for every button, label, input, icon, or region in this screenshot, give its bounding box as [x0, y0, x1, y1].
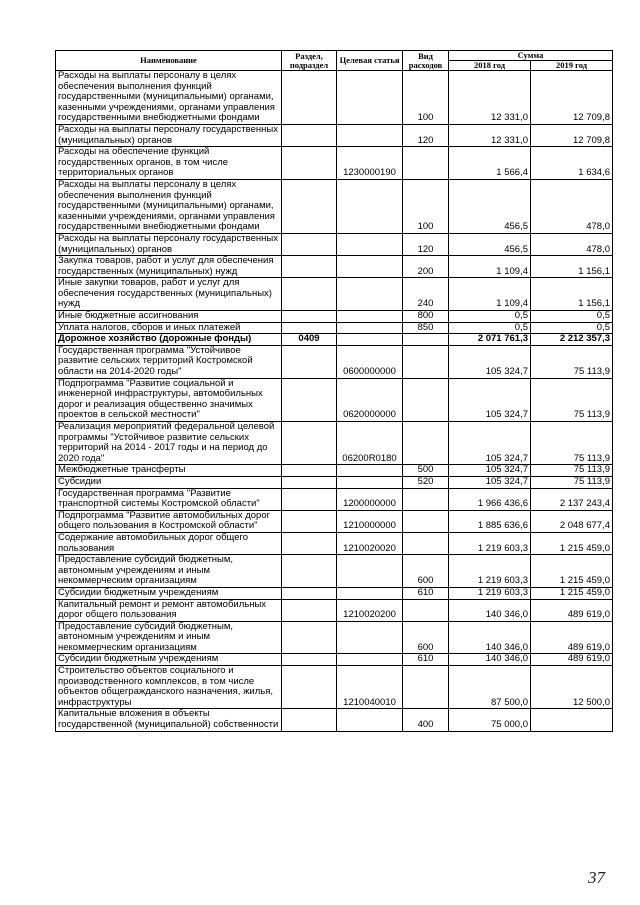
row-sum-2018: 1 966 436,6 — [449, 488, 531, 510]
table-row — [56, 476, 613, 488]
row-type: 520 — [403, 476, 449, 488]
row-sum-2019: 1 156,1 — [531, 256, 613, 278]
row-target — [337, 322, 403, 334]
row-sum-2019 — [531, 709, 613, 731]
row-sum-2018: 1 219 603,3 — [449, 555, 531, 588]
table-row — [56, 555, 613, 588]
row-name: Субсидии бюджетным учреждениям — [56, 587, 282, 599]
row-name: Содержание автомобильных дорог общего пользования — [56, 532, 282, 554]
table-row — [56, 345, 613, 378]
row-sum-2019: 75 113,9 — [531, 465, 613, 477]
row-sum-2019: 489 619,0 — [531, 654, 613, 666]
row-section — [282, 465, 337, 477]
row-sum-2018: 87 500,0 — [449, 666, 531, 709]
row-sum-2018: 1 109,4 — [449, 278, 531, 311]
row-sum-2019: 75 113,9 — [531, 378, 613, 421]
row-section — [282, 476, 337, 488]
row-name: Капитальный ремонт и ремонт автомобильных дорог общего пользования — [56, 599, 282, 621]
row-sum-2019: 12 500,0 — [531, 666, 613, 709]
row-type: 600 — [403, 555, 449, 588]
table-row — [56, 311, 613, 323]
row-name: Государственная программа "Устойчивое развитие сельских территорий Костромской области на 2014-2020 годы" — [56, 345, 282, 378]
row-sum-2018: 1 109,4 — [449, 256, 531, 278]
row-target — [337, 256, 403, 278]
row-target: 0620000000 — [337, 378, 403, 421]
row-sum-2019: 2 137 243,4 — [531, 488, 613, 510]
table-row — [56, 654, 613, 666]
table-row — [56, 334, 613, 346]
row-type: 850 — [403, 322, 449, 334]
row-section — [282, 311, 337, 323]
row-target: 1210000000 — [337, 510, 403, 532]
row-sum-2018: 140 346,0 — [449, 621, 531, 654]
row-type — [403, 334, 449, 346]
row-section — [282, 147, 337, 180]
row-target: 06200R0180 — [337, 422, 403, 465]
row-sum-2019: 1 215 459,0 — [531, 532, 613, 554]
budget-table — [55, 50, 613, 732]
row-type — [403, 599, 449, 621]
table-header — [56, 51, 613, 71]
table-row — [56, 124, 613, 146]
row-name: Межбюджетные трансферты — [56, 465, 282, 477]
header-section: Раздел, подраздел — [282, 51, 337, 71]
row-type: 500 — [403, 465, 449, 477]
row-type: 610 — [403, 587, 449, 599]
row-target — [337, 476, 403, 488]
row-sum-2018: 105 324,7 — [449, 476, 531, 488]
row-type: 120 — [403, 233, 449, 255]
row-sum-2019: 0,5 — [531, 311, 613, 323]
row-target: 1210020200 — [337, 599, 403, 621]
row-target: 1210040010 — [337, 666, 403, 709]
row-target — [337, 179, 403, 233]
row-type — [403, 666, 449, 709]
row-target — [337, 555, 403, 588]
row-name: Предоставление субсидий бюджетным, автономным учреждениям и иным некоммерческим организациям — [56, 621, 282, 654]
row-sum-2018: 1 885 636,6 — [449, 510, 531, 532]
row-section — [282, 124, 337, 146]
row-type: 800 — [403, 311, 449, 323]
row-sum-2019: 75 113,9 — [531, 422, 613, 465]
row-name: Реализация мероприятий федеральной целевой программы "Устойчивое развитие сельских территорий на 2014 - 2017 годы и на период до 2020 года" — [56, 422, 282, 465]
row-type: 100 — [403, 71, 449, 125]
row-section — [282, 666, 337, 709]
table-row — [56, 488, 613, 510]
table-row — [56, 147, 613, 180]
table-row — [56, 71, 613, 125]
row-type — [403, 147, 449, 180]
header-sum: Сумма — [449, 51, 613, 61]
header-type: Вид расходов — [403, 51, 449, 71]
row-target — [337, 233, 403, 255]
row-section — [282, 599, 337, 621]
table-body — [56, 71, 613, 732]
row-target — [337, 709, 403, 731]
row-sum-2019: 1 156,1 — [531, 278, 613, 311]
row-sum-2019: 1 215 459,0 — [531, 555, 613, 588]
row-section — [282, 555, 337, 588]
table-row — [56, 599, 613, 621]
row-sum-2019: 2 048 677,4 — [531, 510, 613, 532]
row-sum-2018: 12 331,0 — [449, 124, 531, 146]
row-sum-2019: 75 113,9 — [531, 345, 613, 378]
page-number: 37 — [588, 868, 605, 887]
row-target: 1230000190 — [337, 147, 403, 180]
row-type — [403, 510, 449, 532]
row-section — [282, 345, 337, 378]
row-section — [282, 510, 337, 532]
row-sum-2018: 105 324,7 — [449, 465, 531, 477]
row-section — [282, 378, 337, 421]
row-sum-2018: 105 324,7 — [449, 378, 531, 421]
row-section — [282, 233, 337, 255]
row-sum-2019: 12 709,8 — [531, 71, 613, 125]
row-name: Субсидии — [56, 476, 282, 488]
row-type: 240 — [403, 278, 449, 311]
table-row — [56, 233, 613, 255]
row-target — [337, 124, 403, 146]
row-name: Подпрограмма "Развитие социальной и инженерной инфраструктуры, автомобильных дорог и реализация общественно значимых проектов в сельской местности" — [56, 378, 282, 421]
row-target: 0600000000 — [337, 345, 403, 378]
row-sum-2019: 478,0 — [531, 179, 613, 233]
row-type: 610 — [403, 654, 449, 666]
table-row — [56, 179, 613, 233]
row-sum-2018: 1 219 603,3 — [449, 532, 531, 554]
row-name: Расходы на выплаты персоналу в целях обеспечения выполнения функций государственными (муниципальными) органами, казенными учреждениями, органами управления государственными внебюджетными фондами — [56, 179, 282, 233]
row-target — [337, 621, 403, 654]
row-name: Капитальные вложения в объекты государственной (муниципальной) собственности — [56, 709, 282, 731]
row-type: 200 — [403, 256, 449, 278]
row-section — [282, 709, 337, 731]
row-type: 100 — [403, 179, 449, 233]
row-section — [282, 71, 337, 125]
row-sum-2019: 478,0 — [531, 233, 613, 255]
row-target — [337, 71, 403, 125]
row-type — [403, 488, 449, 510]
table-row — [56, 422, 613, 465]
row-sum-2018: 0,5 — [449, 311, 531, 323]
row-sum-2019: 1 634,6 — [531, 147, 613, 180]
row-sum-2018: 456,5 — [449, 233, 531, 255]
row-sum-2018: 1 219 603,3 — [449, 587, 531, 599]
row-target — [337, 587, 403, 599]
row-section — [282, 654, 337, 666]
row-target: 1200000000 — [337, 488, 403, 510]
row-section — [282, 488, 337, 510]
row-section — [282, 532, 337, 554]
table-row — [56, 322, 613, 334]
row-sum-2018: 105 324,7 — [449, 422, 531, 465]
row-name: Подпрограмма "Развитие автомобильных дорог общего пользования в Костромской области" — [56, 510, 282, 532]
row-type: 400 — [403, 709, 449, 731]
row-name: Расходы на выплаты персоналу государственных (муниципальных) органов — [56, 233, 282, 255]
row-sum-2018: 1 566,4 — [449, 147, 531, 180]
row-name: Дорожное хозяйство (дорожные фонды) — [56, 334, 282, 346]
row-section: 0409 — [282, 334, 337, 346]
row-type — [403, 378, 449, 421]
row-sum-2018: 75 000,0 — [449, 709, 531, 731]
row-name: Расходы на обеспечение функций государственных органов, в том числе территориальных органов — [56, 147, 282, 180]
row-sum-2018: 140 346,0 — [449, 654, 531, 666]
table-row — [56, 587, 613, 599]
row-name: Расходы на выплаты персоналу в целях обеспечения выполнения функций государственными (муниципальными) органами, казенными учреждениями, органами управления государственными внебюджетными фондами — [56, 71, 282, 125]
row-target — [337, 311, 403, 323]
row-type: 120 — [403, 124, 449, 146]
table-row — [56, 378, 613, 421]
header-year-2018: 2018 год — [449, 61, 531, 71]
row-name: Иные бюджетные ассигнования — [56, 311, 282, 323]
table-row — [56, 532, 613, 554]
row-section — [282, 587, 337, 599]
row-name: Иные закупки товаров, работ и услуг для обеспечения государственных (муниципальных) нужд — [56, 278, 282, 311]
row-section — [282, 179, 337, 233]
row-sum-2018: 456,5 — [449, 179, 531, 233]
row-name: Субсидии бюджетным учреждениям — [56, 654, 282, 666]
row-sum-2018: 2 071 761,3 — [449, 334, 531, 346]
row-name: Строительство объектов социального и производственного комплексов, в том числе объектов общегражданского назначения, жилья, инфраструктуры — [56, 666, 282, 709]
table-row — [56, 666, 613, 709]
row-type — [403, 532, 449, 554]
row-sum-2019: 489 619,0 — [531, 599, 613, 621]
header-year-2019: 2019 год — [531, 61, 613, 71]
row-target — [337, 334, 403, 346]
table-row — [56, 256, 613, 278]
row-sum-2019: 489 619,0 — [531, 621, 613, 654]
table-row — [56, 510, 613, 532]
row-name: Предоставление субсидий бюджетным, автономным учреждениям и иным некоммерческим организациям — [56, 555, 282, 588]
row-name: Закупка товаров, работ и услуг для обеспечения государственных (муниципальных) нужд — [56, 256, 282, 278]
row-name: Расходы на выплаты персоналу государственных (муниципальных) органов — [56, 124, 282, 146]
row-sum-2019: 2 212 357,3 — [531, 334, 613, 346]
row-section — [282, 278, 337, 311]
row-sum-2019: 75 113,9 — [531, 476, 613, 488]
table-row — [56, 278, 613, 311]
row-target — [337, 654, 403, 666]
row-section — [282, 256, 337, 278]
row-type: 600 — [403, 621, 449, 654]
row-sum-2018: 105 324,7 — [449, 345, 531, 378]
row-section — [282, 422, 337, 465]
row-name: Государственная программа "Развитие транспортной системы Костромской области" — [56, 488, 282, 510]
row-sum-2018: 140 346,0 — [449, 599, 531, 621]
row-sum-2019: 1 215 459,0 — [531, 587, 613, 599]
table-row — [56, 465, 613, 477]
row-target: 1210020020 — [337, 532, 403, 554]
row-type — [403, 345, 449, 378]
header-name: Наименование — [56, 51, 282, 71]
table-row — [56, 621, 613, 654]
row-sum-2019: 0,5 — [531, 322, 613, 334]
row-target — [337, 278, 403, 311]
row-sum-2018: 12 331,0 — [449, 71, 531, 125]
table-row — [56, 709, 613, 731]
row-sum-2019: 12 709,8 — [531, 124, 613, 146]
header-target: Целевая статья — [337, 51, 403, 71]
row-sum-2018: 0,5 — [449, 322, 531, 334]
row-section — [282, 621, 337, 654]
row-type — [403, 422, 449, 465]
row-section — [282, 322, 337, 334]
row-target — [337, 465, 403, 477]
row-name: Уплата налогов, сборов и иных платежей — [56, 322, 282, 334]
